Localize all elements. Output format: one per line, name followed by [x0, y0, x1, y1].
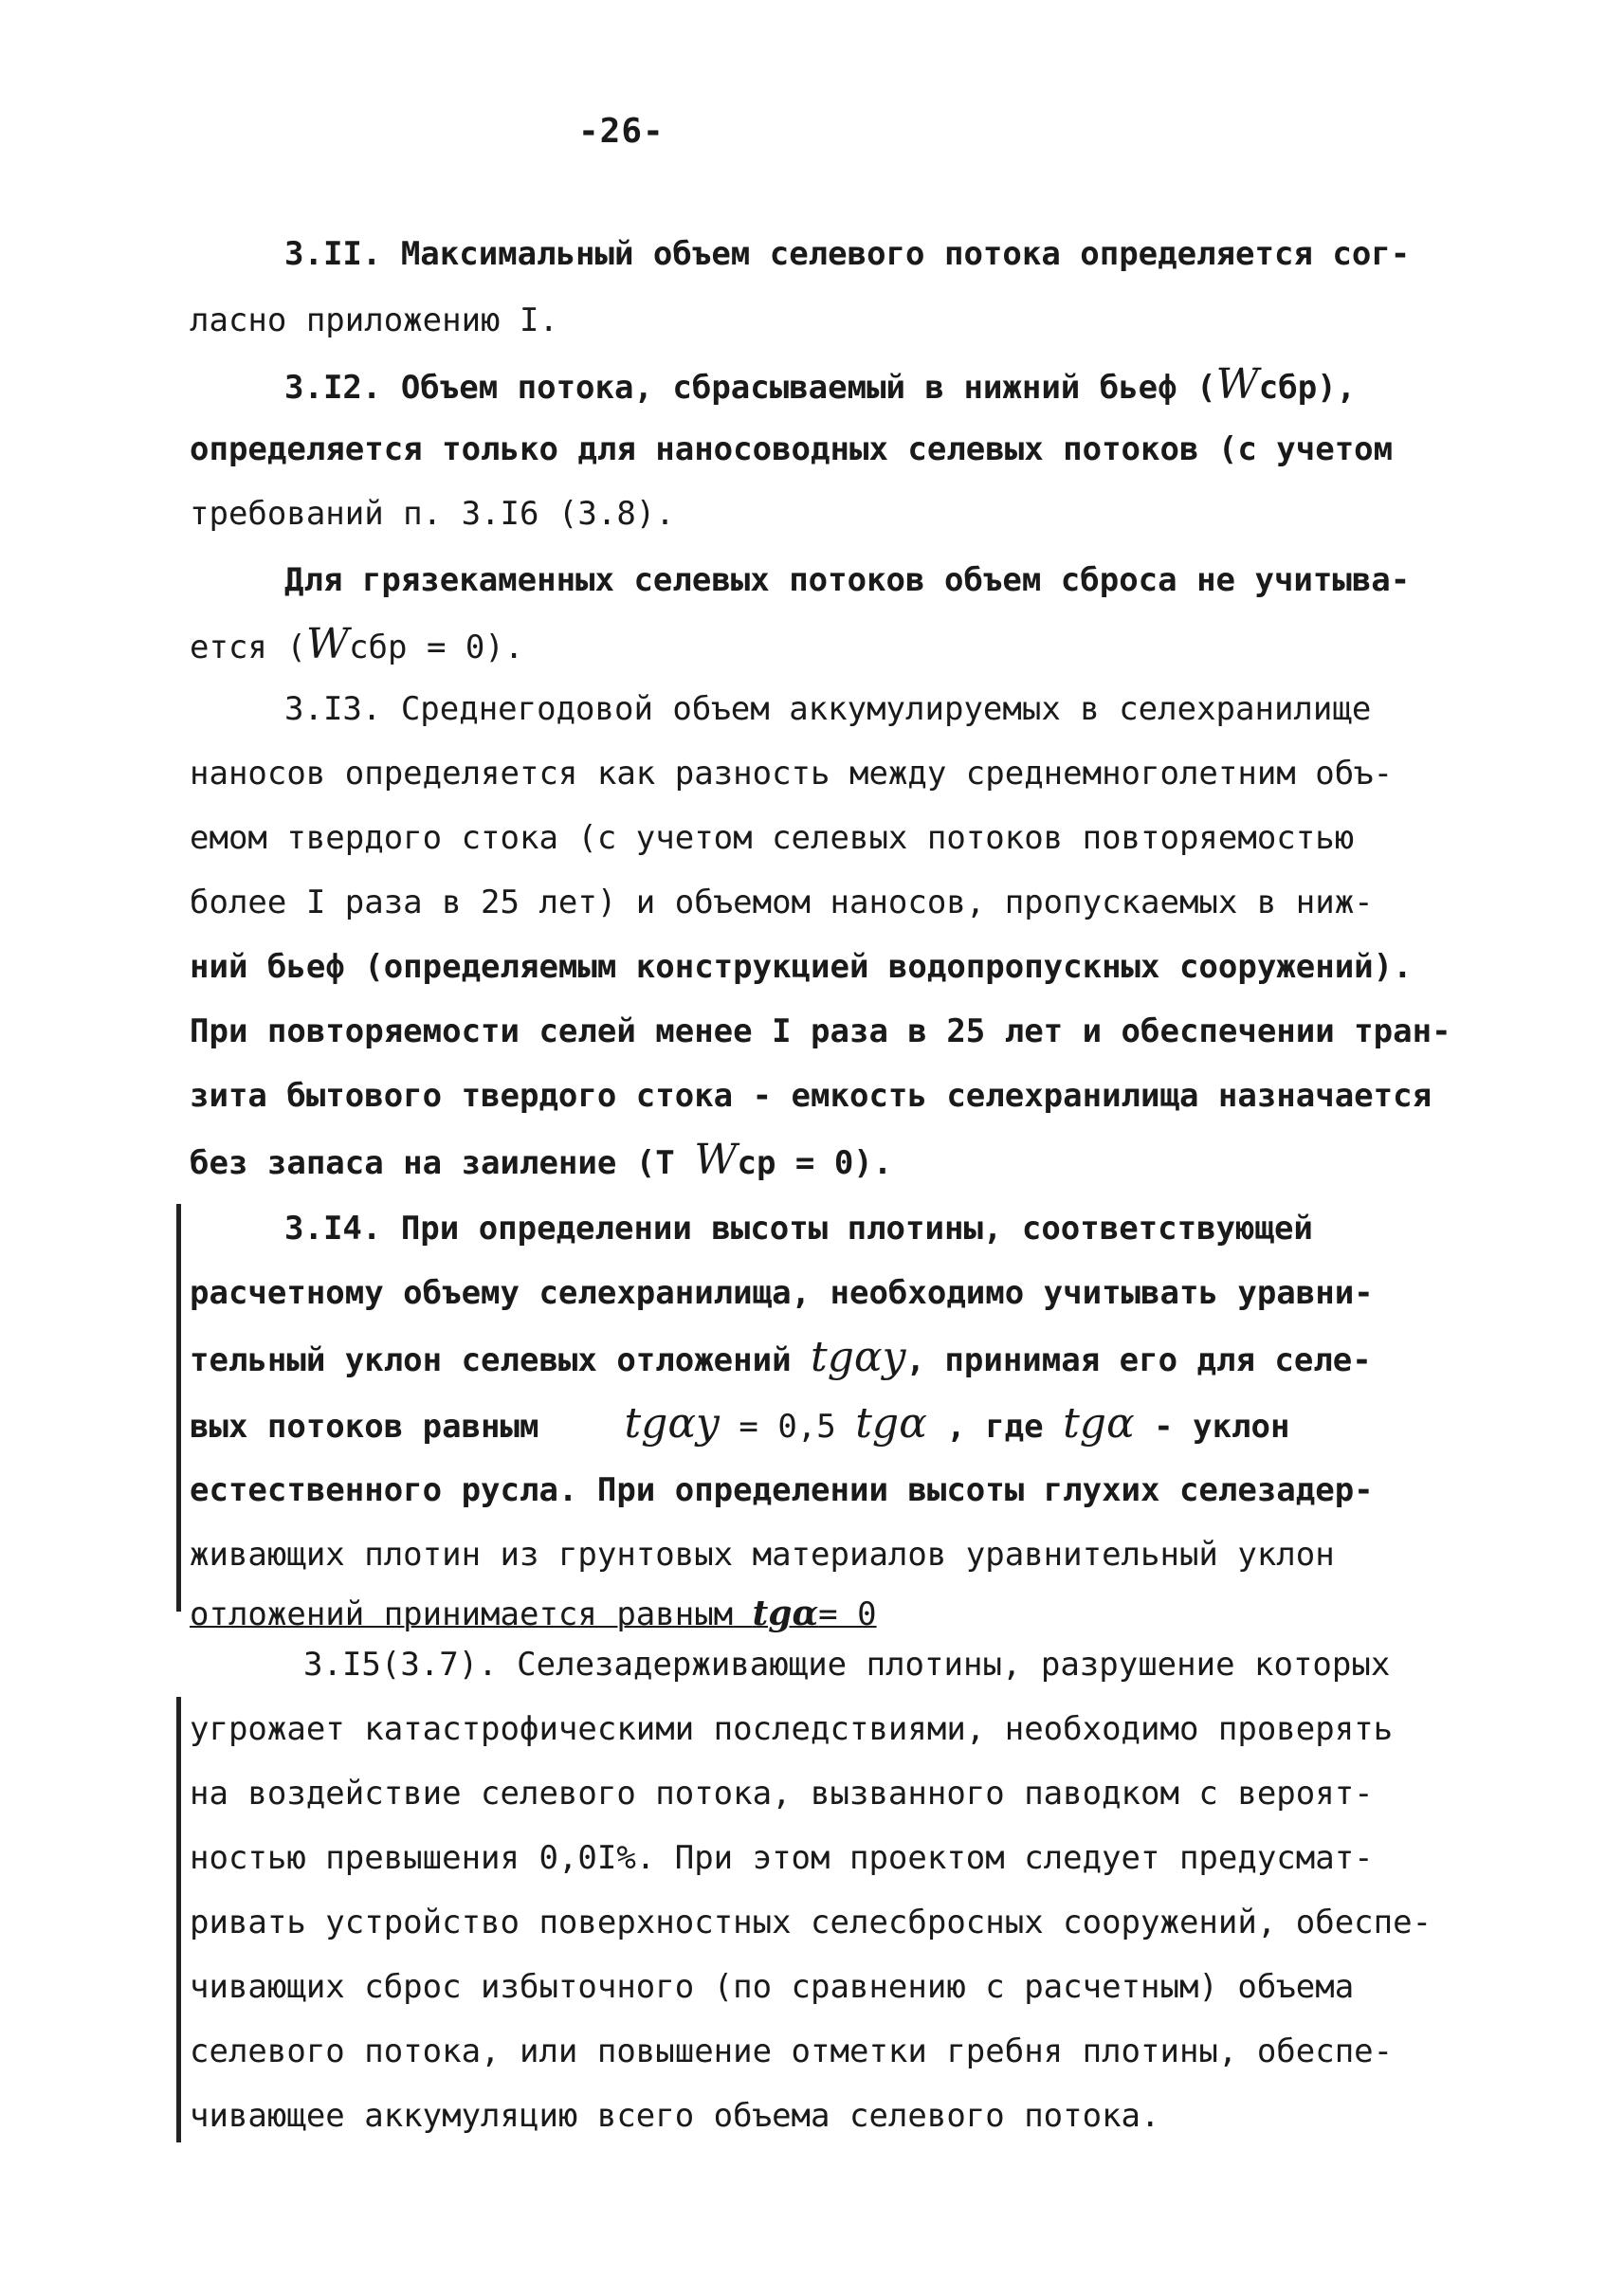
- section-3-12-line-2: определяется только для наносоводных селевых потоков (с учетом: [190, 430, 1394, 468]
- text-part: 3.I2. Объем потока, сбрасываемый в нижний бьеф (: [284, 369, 1216, 407]
- section-3-15-line-4: ностью превышения 0,0I%. При этом проектом следует предусмат-: [190, 1839, 1374, 1877]
- section-3-15-line-3: на воздействие селевого потока, вызванного паводком с вероят-: [190, 1775, 1374, 1813]
- section-3-11-line-2: ласно приложению I.: [190, 301, 558, 339]
- section-3-12-line-1: [284, 360, 1357, 409]
- handwritten-w: W: [694, 1136, 738, 1184]
- section-3-14-line-6: живающих плотин из грунтовых материалов уравнительный уклон: [190, 1536, 1335, 1574]
- section-3-12-line-5: [190, 620, 524, 668]
- section-3-15-line-6: чивающих сброс избыточного (по сравнению с расчетным) объема: [190, 1968, 1355, 2006]
- text-part: ется (: [190, 629, 306, 666]
- section-3-12-line-4: Для грязекаменных селевых потоков объем сброса не учитыва-: [284, 561, 1411, 599]
- section-3-13-line-1: 3.I3. Среднегодовой объем аккумулируемых в селехранилище: [284, 690, 1372, 728]
- section-3-12-line-3: требований п. 3.I6 (3.8).: [190, 495, 675, 533]
- text-part: тельный уклон селевых отложений: [190, 1341, 792, 1379]
- section-3-13-line-3: емом твердого стока (с учетом селевых потоков повторяемостью: [190, 819, 1355, 857]
- text-part: , принимая его для селе-: [905, 1341, 1372, 1379]
- section-3-13-line-8: [190, 1136, 893, 1184]
- section-3-15-line-2: угрожает катастрофическими последствиями, необходимо проверять: [190, 1710, 1394, 1748]
- page-number: -26-: [578, 112, 665, 151]
- section-3-13-line-4: более I раза в 25 лет) и объемом наносов, пропускаемых в ниж-: [190, 884, 1374, 921]
- section-3-14-line-2: расчетному объему селехранилища, необходимо учитывать уравни-: [190, 1274, 1374, 1312]
- section-3-15-line-1: 3.I5(3.7). Селезадерживающие плотины, разрушение которых: [303, 1646, 1391, 1684]
- text-part: вых потоков равным: [190, 1408, 539, 1446]
- handwritten-tga-y: tgαy: [811, 1333, 906, 1381]
- handwritten-tga-y: tgαy: [624, 1399, 720, 1448]
- handwritten-tga: tgα: [1063, 1399, 1135, 1448]
- section-3-11-line-1: 3.II. Максимальный объем селевого потока определяется сог-: [284, 235, 1411, 273]
- section-3-13-line-7: зита бытового твердого стока - емкость селехранилища назначается: [190, 1077, 1432, 1115]
- text-part: = 0: [818, 1595, 877, 1633]
- section-3-14-line-1: 3.I4. При определении высоты плотины, соответствующей: [284, 1210, 1313, 1248]
- section-3-15-line-5: ривать устройство поверхностных селесбросных сооружений, обеспе-: [190, 1904, 1432, 1941]
- section-3-14-line-5: естественного русла. При определении высоты глухих селезадер-: [190, 1471, 1374, 1509]
- text-part: отложений принимается равным: [190, 1595, 734, 1633]
- section-3-13-line-5: ний бьеф (определяемым конструкцией водопропускных сооружений).: [190, 948, 1413, 986]
- section-3-15-line-8: чивающее аккумуляцию всего объема селевого потока.: [190, 2097, 1160, 2135]
- section-3-13-line-2: наносов определяется как разность между среднемноголетним объ-: [190, 755, 1394, 793]
- text-part: без запаса на заиление (Т: [190, 1144, 675, 1182]
- section-3-14-line-7: [190, 1594, 877, 1633]
- section-3-14-line-3: [190, 1333, 1372, 1381]
- margin-bar-3-14: [176, 1204, 181, 1612]
- handwritten-tga: tgα: [855, 1399, 927, 1448]
- handwritten-tga: tgα: [752, 1594, 819, 1633]
- text-part: сбр),: [1258, 369, 1357, 407]
- handwritten-w: W: [305, 620, 350, 668]
- handwritten-w: W: [1215, 360, 1259, 409]
- margin-bar-3-15: [176, 1697, 181, 2142]
- section-3-13-line-6: При повторяемости селей менее I раза в 25 лет и обеспечении тран-: [190, 1012, 1451, 1050]
- section-3-15-line-7: селевого потока, или повышение отметки гребня плотины, обеспе-: [190, 2032, 1394, 2070]
- text-part: - уклон: [1154, 1408, 1290, 1446]
- text-part: , где: [946, 1408, 1044, 1446]
- text-part: сбр = 0).: [349, 629, 524, 666]
- section-3-14-line-4: [190, 1399, 1290, 1448]
- text-part: = 0,5: [739, 1408, 836, 1446]
- text-part: ср = 0).: [737, 1144, 893, 1182]
